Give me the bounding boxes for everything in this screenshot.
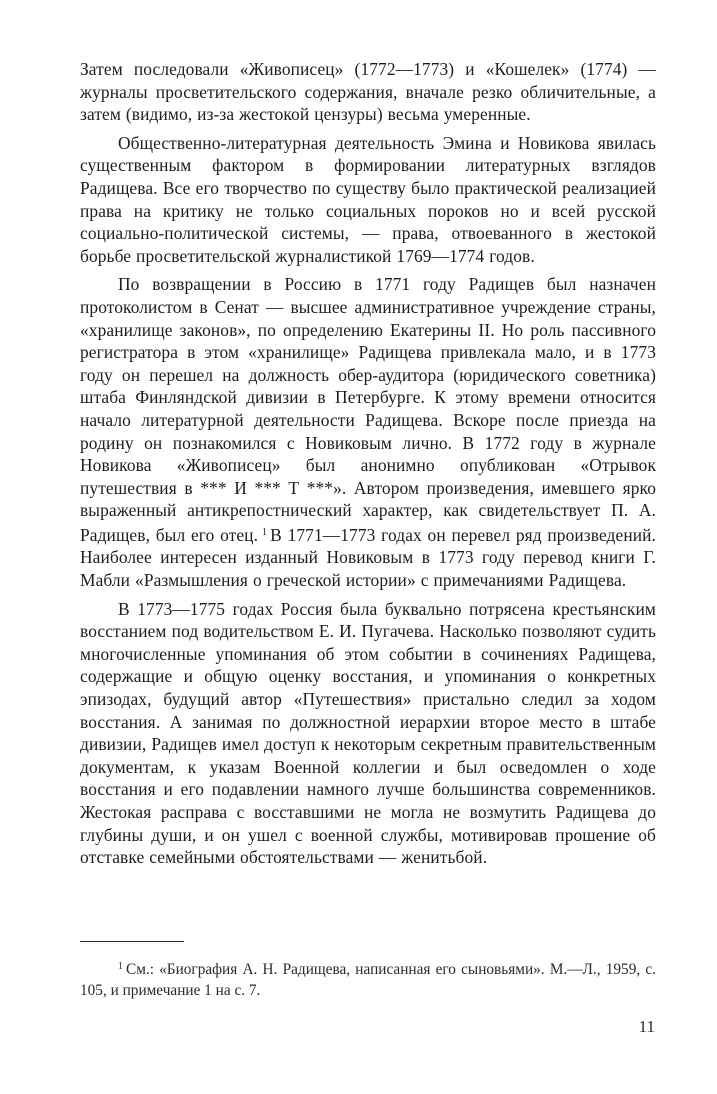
paragraph-4: В 1773—1775 годах Россия была буквально потрясена крестьянским восстанием под водительством Е. И. Пугачева. Насколько позволяют судить многочисленные упоминания об этом событии в сочинениях Радищева, содержащие и общую оценку восстания, и упоминания о конкретных эпизодах, будущий автор «Путешествия» пристально следил за ходом восстания. А занимая по должностной иерархии второе место в штабе дивизии, Радищев имел доступ к некоторым секретным правительственным документам, к указам Военной коллегии и был осведомлен о ходе восстания и его подавлении намного лучше большинства современников. Жестокая расправа с восставшими не могла не возмутить Радищева до глубины души, и он ушел с военной службы, мотивировав прошение об отставке семейными обстоятельствами — женитьбой. <box>80 598 656 868</box>
paragraph-3-text: По возвращении в Россию в 1771 году Радищев был назначен протоколистом в Сенат — высшее административное учреждение страны, «хранилище законов», по определению Екатерины II. Но роль пассивного регистратора в этом «хранилище» Радищева привлекала мало, и в 1773 году он перешел на должность обер-аудитора (юридического советника) штаба Финляндской дивизии в Петербурге. К этому времени относится начало литературной деятельности Радищева. Вскоре после приезда на родину он познакомился с Новиковым лично. В 1772 году в журнале Новикова «Живописец» был анонимно опубликован «Отрывок путешествия в *** И *** Т ***». Автором произведения, имевшего ярко выраженный антикрепостнический характер, как свидетельствует П. А. Радищев, был его отец. <box>80 274 656 545</box>
paragraph-3 <box>80 273 656 591</box>
paragraph-1: Затем последовали «Живописец» (1772—1773) и «Кошелек» (1774) — журналы просветительского содержания, вначале резко обличительные, а затем (видимо, из-за жестокой цензуры) весьма умеренные. <box>80 59 656 125</box>
main-text <box>80 58 656 869</box>
footnote-reference[interactable]: 1 <box>262 526 268 538</box>
footnote-divider <box>80 941 184 942</box>
footnote-marker: 1 <box>118 961 123 972</box>
footnote <box>80 956 656 1001</box>
footnote-text: См.: «Биография А. Н. Радищева, написанная его сыновьями». М.—Л., 1959, с. 105, и примечание 1 на с. 7. <box>80 961 656 999</box>
paragraph-2: Общественно-литературная деятельность Эмина и Новикова явилась существенным фактором в формировании литературных взглядов Радищева. Все его творчество по существу было практической реализацией права на критику не только социальных пороков но и всей русской социально-политической системы, — права, отвоеванного в жестокой борьбе просветительской журналистикой 1769—1774 годов. <box>80 132 656 266</box>
page-number: 11 <box>638 1017 655 1036</box>
paragraph-3-continuation: В 1771—1773 годах он перевел ряд произведений. Наиболее интересен изданный Новиковым в 1773 году перевод книги Г. Мабли «Размышления о греческой истории» с примечаниями Радищева. <box>80 524 656 591</box>
